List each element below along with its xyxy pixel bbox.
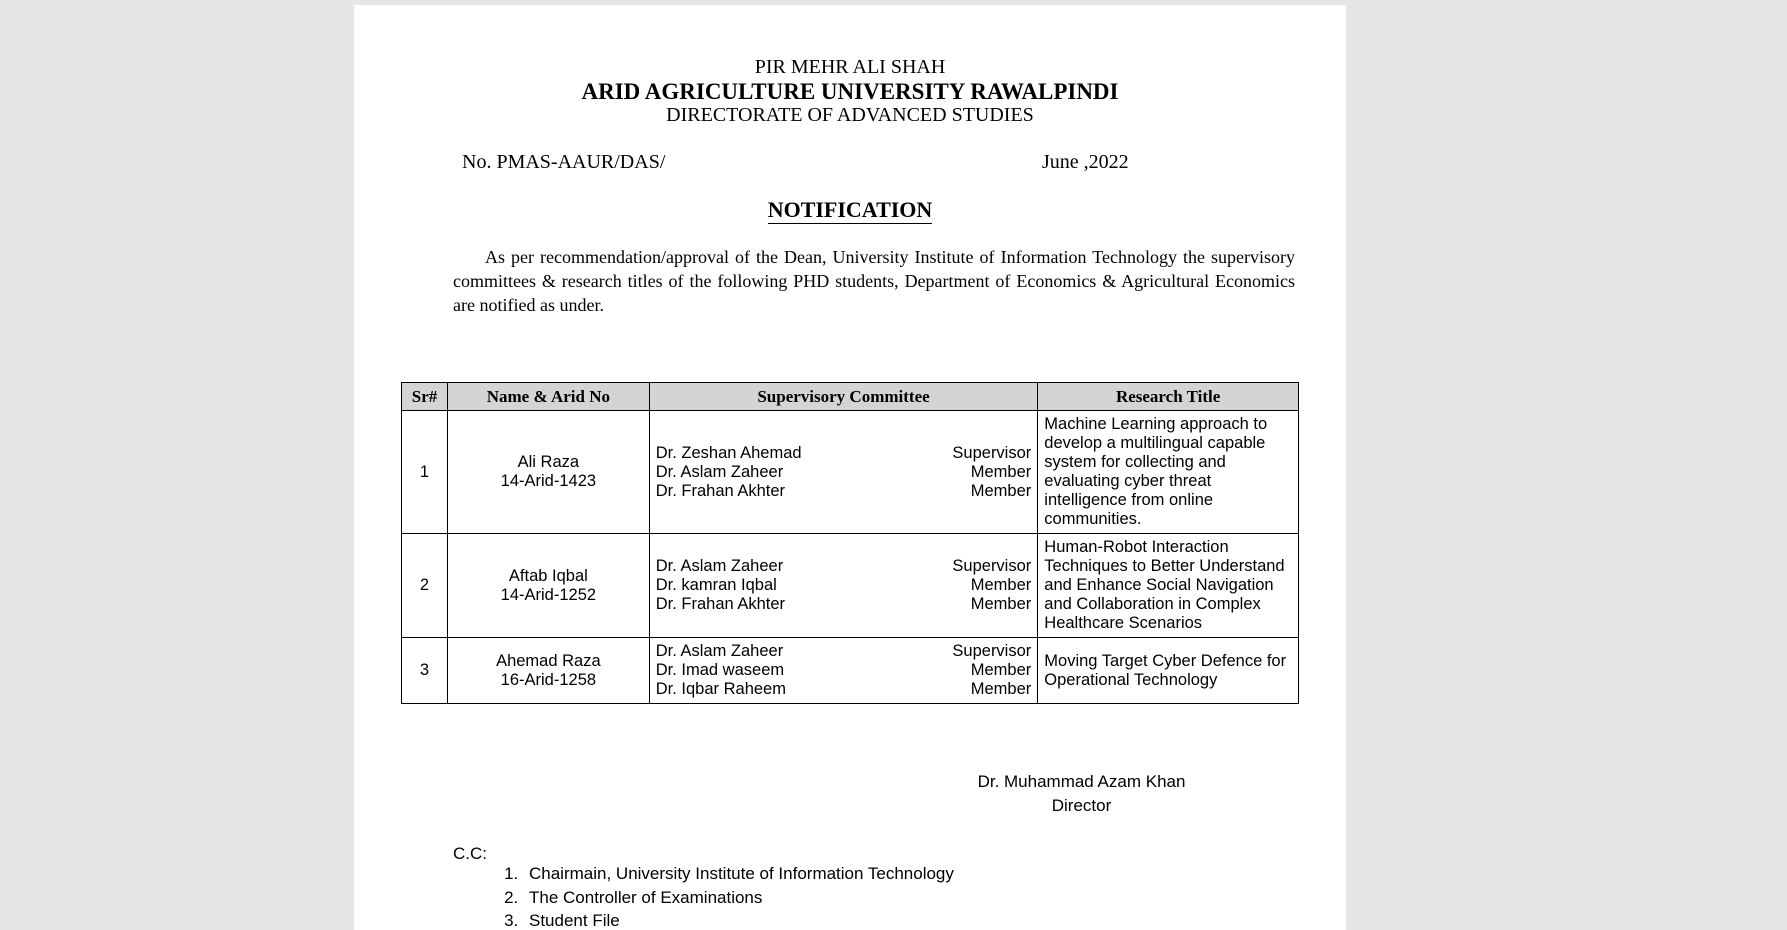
header-title: Research Title: [1038, 383, 1299, 411]
committee-member: Dr. Aslam Zaheer: [655, 557, 784, 575]
row-sr: 3: [402, 638, 448, 704]
reference-number: No. PMAS-AAUR/DAS/: [462, 151, 666, 173]
committee-role: Member: [970, 661, 1032, 679]
committee-role: Member: [970, 481, 1032, 500]
committee-role: Supervisor: [952, 443, 1032, 462]
body-paragraph: [453, 245, 1295, 317]
committee-role: Member: [970, 576, 1032, 594]
student-name: Aftab Iqbal: [508, 566, 588, 585]
signatory-designation: Director: [1051, 796, 1112, 815]
table-row: [402, 411, 1299, 534]
committee-member: Dr. kamran Iqbal: [655, 576, 777, 594]
signatory-name: Dr. Muhammad Azam Khan: [977, 772, 1186, 791]
student-name: Ali Raza: [517, 453, 580, 471]
committee-role: Supervisor: [952, 557, 1032, 575]
committee-role: Supervisor: [952, 642, 1032, 660]
table-row: [402, 638, 1299, 704]
student-name: Ahemad Raza: [496, 651, 601, 670]
university-name: ARID AGRICULTURE UNIVERSITY RAWALPINDI: [581, 79, 1119, 104]
row-committee: [649, 411, 1038, 534]
committee-member: Dr. Frahan Akhter: [655, 595, 786, 613]
committee-line: [656, 576, 1032, 595]
row-research-title: Machine Learning approach to develop a multilingual capable system for collecting and evaluating cyber threat intelligence from online communities.: [1038, 411, 1299, 534]
row-committee: [649, 534, 1038, 638]
committee-line: [656, 482, 1032, 501]
row-student: [447, 411, 649, 534]
committee-role: Member: [970, 462, 1032, 481]
committee-line: [656, 444, 1032, 463]
student-arid: 14-Arid-1423: [500, 472, 597, 490]
cc-list: [453, 862, 954, 930]
row-student: [447, 638, 649, 704]
header-line-1: PIR MEHR ALI SHAH: [754, 56, 946, 78]
header-committee: Supervisory Committee: [649, 383, 1038, 411]
committee-role: Member: [970, 595, 1032, 613]
committee-role: Member: [970, 680, 1032, 698]
document-page: [354, 5, 1346, 930]
committee-line: [656, 642, 1032, 661]
committee-line: [656, 661, 1032, 680]
notification-title: [354, 197, 1346, 223]
committee-member: Dr. Aslam Zaheer: [655, 642, 784, 660]
committee-member: Dr. Iqbar Raheem: [655, 680, 786, 698]
notification-title-text: NOTIFICATION: [767, 197, 933, 222]
row-student: [447, 534, 649, 638]
table-row: [402, 534, 1299, 638]
header-name: Name & Arid No: [447, 383, 649, 411]
cc-item: 2. The Controller of Examinations: [523, 886, 954, 910]
header-sr: Sr#: [402, 383, 448, 411]
committee-table: [401, 382, 1299, 704]
committee-member: Dr. Aslam Zaheer: [655, 462, 784, 481]
row-research-title: Moving Target Cyber Defence for Operational Technology: [1038, 638, 1299, 704]
cc-label: C.C:: [453, 844, 487, 863]
row-research-title: Human-Robot Interaction Techniques to Better Understand and Enhance Social Navigation and Collaboration in Complex Healthcare Scenarios: [1038, 534, 1299, 638]
committee-member: Dr. Imad waseem: [655, 661, 785, 679]
cc-item: 1. Chairmain, University Institute of Information Technology: [523, 862, 954, 886]
committee-line: [656, 463, 1032, 482]
committee-member: Dr. Frahan Akhter: [655, 481, 786, 500]
row-sr: 2: [402, 534, 448, 638]
committee-member: Dr. Zeshan Ahemad: [655, 443, 802, 462]
row-sr: 1: [402, 411, 448, 534]
body-paragraph-text: As per recommendation/approval of the Dean, University Institute of Information Technology the supervisory committees & research titles of the following PHD students, Department of Economics & Agricultural Economics are notified as under.: [453, 247, 1295, 315]
committee-line: [656, 595, 1032, 614]
cc-item: 3. Student File: [523, 909, 954, 930]
student-arid: 16-Arid-1258: [500, 670, 597, 689]
committee-line: [656, 557, 1032, 576]
directorate-name: DIRECTORATE OF ADVANCED STUDIES: [666, 104, 1034, 126]
notification-date: June ,2022: [1042, 151, 1129, 173]
student-arid: 14-Arid-1252: [500, 585, 597, 604]
row-committee: [649, 638, 1038, 704]
committee-line: [656, 680, 1032, 699]
table-header-row: [402, 383, 1299, 411]
